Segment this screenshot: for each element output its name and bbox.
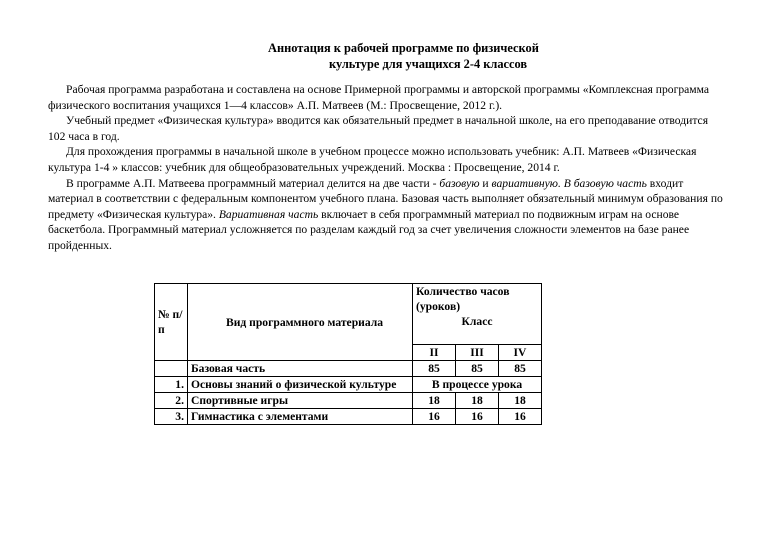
row-value: 85 [499,361,542,377]
structure-variable-part: Вариативная часть [218,207,319,221]
row-value: 16 [456,409,499,425]
row-num: 1. [155,377,188,393]
row-num: 2. [155,393,188,409]
row-value: 85 [413,361,456,377]
header-class: Класс [413,314,542,345]
program-hours-table [154,283,542,425]
row-name: Спортивные игры [188,393,413,409]
header-grade-4: IV [499,345,542,361]
row-num: 3. [155,409,188,425]
row-name: Основы знаний о физической культуре [188,377,413,393]
title-line-2: культуре для учащихся 2-4 классов [329,57,528,71]
paragraph-hours: Учебный предмет «Физическая культура» вводится как обязательный предмет в начальной школе, на его преподавание отводится 102 часа в год. [48,114,709,143]
structure-text-a: В программе А.П. Матвеева программный материал делится на две части - [66,176,440,190]
structure-text-g: включает в себя программный материал по подвижным играм на основе баскетбола. Программный материал усложняется по разделам каждый год за счет увеличения сложности элементов на базе ранее пройденных. [48,207,690,252]
table-header-row [155,284,542,315]
header-material: Вид программного материала [188,284,413,361]
title-line-1: Аннотация к рабочей программе по физической [268,41,539,55]
row-value: 18 [456,393,499,409]
structure-base-term: базовую [439,176,480,190]
row-value: 16 [413,409,456,425]
paragraph-textbook: Для прохождения программы в начальной школе в учебном процессе можно использовать учебник: А.П. Матвеев «Физическая культура 1-4 » классов: учебник для общеобразовательных учреждений. Москва : Просвещение, 2014 г. [48,145,697,174]
structure-text-e: входит материал в соответствии с федеральным компонентом учебного плана. Базовая часть выполняет обязательный минимум образования по предмету «Физическая культура». [48,176,723,221]
header-grade-2: II [413,345,456,361]
row-num [155,361,188,377]
structure-variable-term: вариативную. В базовую часть [491,176,647,190]
paragraph-structure [48,176,728,254]
table-row [155,409,542,425]
row-value: 85 [456,361,499,377]
row-name: Базовая часть [188,361,413,377]
table-row [155,393,542,409]
row-merged-value: В процессе урока [413,377,542,393]
table-row [155,377,542,393]
row-value: 18 [499,393,542,409]
header-num: № п/п [155,284,188,361]
table-row [155,361,542,377]
header-hours: Количество часов (уроков) [413,284,542,315]
header-grade-3: III [456,345,499,361]
row-value: 16 [499,409,542,425]
row-value: 18 [413,393,456,409]
annotation-body [48,82,728,254]
structure-text-c: и [479,176,492,190]
paragraph-program-basis: Рабочая программа разработана и составлена на основе Примерной программы и авторской программы «Комплексная программа физического воспитания учащихся 1—4 классов» А.П. Матвеев (М.: Просвещение, 2012 г.). [48,83,710,112]
row-name: Гимнастика с элементами [188,409,413,425]
